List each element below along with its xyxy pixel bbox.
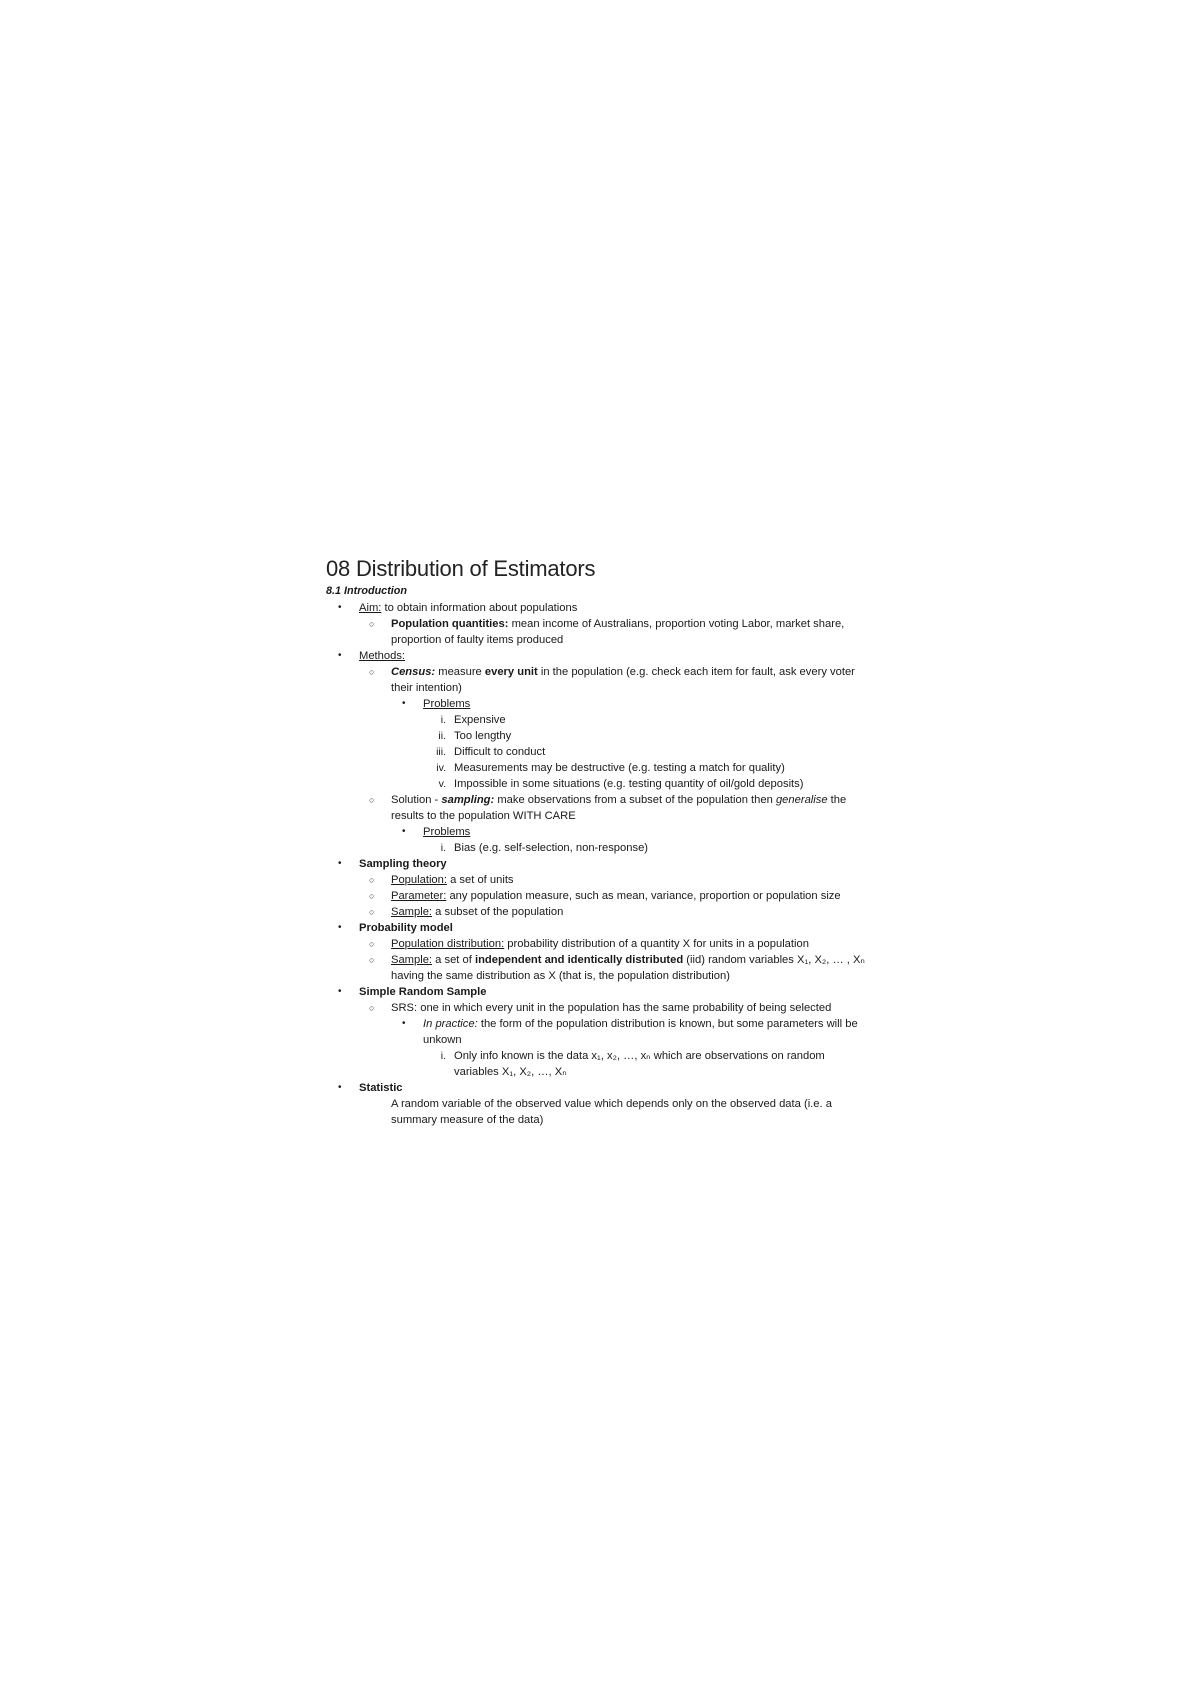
problem-text: Impossible in some situations (e.g. testing quantity of oil/gold deposits)	[454, 778, 804, 790]
circle-bullet-marker: ○	[369, 875, 375, 885]
info-known-text: Only info known is the data x₁, x₂, …, xₙ which are observations on random variables X₁, X₂, …, Xₙ	[454, 1050, 825, 1078]
problem-text: Bias (e.g. self-selection, non-response)	[454, 842, 649, 854]
list-item-simple-random-sample	[326, 984, 866, 1000]
term-parameter: Parameter:	[391, 890, 447, 902]
roman-numeral: v.	[438, 778, 446, 790]
circle-bullet-marker: ○	[369, 939, 375, 949]
solution-text-end: the results to the population WITH CARE	[391, 794, 847, 822]
roman-numeral: ii.	[438, 730, 446, 742]
document-page	[326, 556, 866, 1128]
term-in-practice: In practice:	[423, 1018, 478, 1030]
list-item-solution-sampling	[326, 792, 866, 824]
problem-text: Difficult to conduct	[454, 746, 546, 758]
list-item-parameter	[326, 888, 866, 904]
list-item-problem	[326, 776, 866, 792]
list-item-in-practice	[326, 1016, 866, 1048]
bullet-marker: •	[402, 1018, 406, 1029]
bullet-marker: •	[338, 858, 342, 869]
circle-bullet-marker: ○	[369, 619, 375, 629]
circle-bullet-marker: ○	[369, 891, 375, 901]
list-item-population	[326, 872, 866, 888]
solution-text: make observations from a subset of the population then	[494, 794, 776, 806]
list-item-population-distribution	[326, 936, 866, 952]
circle-bullet-marker: ○	[369, 955, 375, 965]
population-text: a set of units	[446, 874, 514, 886]
statistic-definition: A random variable of the observed value which depends only on the observed data (i.e. a summary measure of the data)	[391, 1098, 832, 1126]
problem-text: Expensive	[454, 714, 506, 726]
heading-probability-model: Probability model	[359, 922, 453, 934]
population-distribution-text: probability distribution of a quantity X for units in a population	[504, 938, 809, 950]
parameter-text: any population measure, such as mean, variance, proportion or population size	[446, 890, 841, 902]
list-item-iid-sample	[326, 952, 866, 984]
term-aim: Aim:	[359, 602, 382, 614]
list-item-problem	[326, 712, 866, 728]
bullet-marker: •	[402, 698, 406, 709]
census-text-end: in the population (e.g. check each item for fault, ask every voter their intention)	[391, 666, 855, 694]
bullet-marker: •	[338, 1082, 342, 1093]
term-census: Census:	[391, 666, 436, 678]
term-methods: Methods:	[359, 650, 406, 662]
list-item-sample	[326, 904, 866, 920]
list-item-population-quantities	[326, 616, 866, 648]
term-iid-sample: Sample:	[391, 954, 433, 966]
list-item-problem	[326, 744, 866, 760]
census-text: measure	[435, 666, 485, 678]
list-item-srs-definition	[326, 1000, 866, 1016]
solution-emphasis: generalise	[775, 794, 828, 806]
problem-text: Measurements may be destructive (e.g. testing a match for quality)	[454, 762, 785, 774]
bullet-marker: •	[338, 602, 342, 613]
term-sample: Sample:	[391, 906, 433, 918]
circle-bullet-marker: ○	[369, 667, 375, 677]
roman-numeral: i.	[440, 714, 446, 726]
iid-sample-text: a set of	[432, 954, 475, 966]
list-item-census	[326, 664, 866, 696]
term-population-quantities: Population quantities:	[391, 618, 509, 630]
solution-prefix: Solution -	[391, 794, 442, 806]
srs-definition-text: SRS: one in which every unit in the population has the same probability of being selected	[391, 1002, 832, 1014]
list-item-problem	[326, 840, 866, 856]
bullet-marker: •	[338, 922, 342, 933]
list-item-problem	[326, 760, 866, 776]
list-item-sampling-problems	[326, 824, 866, 840]
sample-text: a subset of the population	[432, 906, 564, 918]
list-item-statistic	[326, 1080, 866, 1096]
term-population: Population:	[391, 874, 447, 886]
iid-emphasis: independent and identically distributed	[474, 954, 684, 966]
circle-bullet-marker: ○	[369, 1003, 375, 1013]
heading-sampling-theory: Sampling theory	[359, 858, 447, 870]
section-heading: 8.1 Introduction	[326, 585, 407, 597]
page-title: 08 Distribution of Estimators	[326, 556, 596, 581]
roman-numeral: iv.	[436, 762, 446, 774]
bullet-marker: •	[338, 986, 342, 997]
bullet-marker: •	[402, 826, 406, 837]
census-emphasis: every unit	[484, 666, 538, 678]
aim-text: to obtain information about populations	[381, 602, 578, 614]
list-item-info-known	[326, 1048, 866, 1080]
list-item-probability-model	[326, 920, 866, 936]
census-problems-label: Problems	[423, 698, 471, 710]
circle-bullet-marker: ○	[369, 795, 375, 805]
bullet-marker: •	[338, 650, 342, 661]
heading-statistic: Statistic	[359, 1082, 403, 1094]
term-population-distribution: Population distribution:	[391, 938, 505, 950]
roman-numeral: i.	[440, 1050, 446, 1062]
population-quantities-text: mean income of Australians, proportion voting Labor, market share, proportion of faulty items produced	[391, 618, 845, 646]
term-sampling: sampling:	[441, 794, 495, 806]
heading-simple-random-sample: Simple Random Sample	[359, 986, 487, 998]
in-practice-text: the form of the population distribution is known, but some parameters will be unkown	[423, 1018, 858, 1046]
list-item-methods	[326, 648, 866, 664]
list-item-problem	[326, 728, 866, 744]
list-item-aim	[326, 600, 866, 616]
circle-bullet-marker: ○	[369, 907, 375, 917]
sampling-problems-label: Problems	[423, 826, 471, 838]
list-item-census-problems	[326, 696, 866, 712]
roman-numeral: i.	[440, 842, 446, 854]
problem-text: Too lengthy	[454, 730, 512, 742]
iid-sample-text-end: (iid) random variables X₁, X₂, … , Xₙ having the same distribution as X (that is, the population distribution)	[391, 954, 865, 982]
roman-numeral: iii.	[436, 746, 446, 758]
list-item-sampling-theory	[326, 856, 866, 872]
